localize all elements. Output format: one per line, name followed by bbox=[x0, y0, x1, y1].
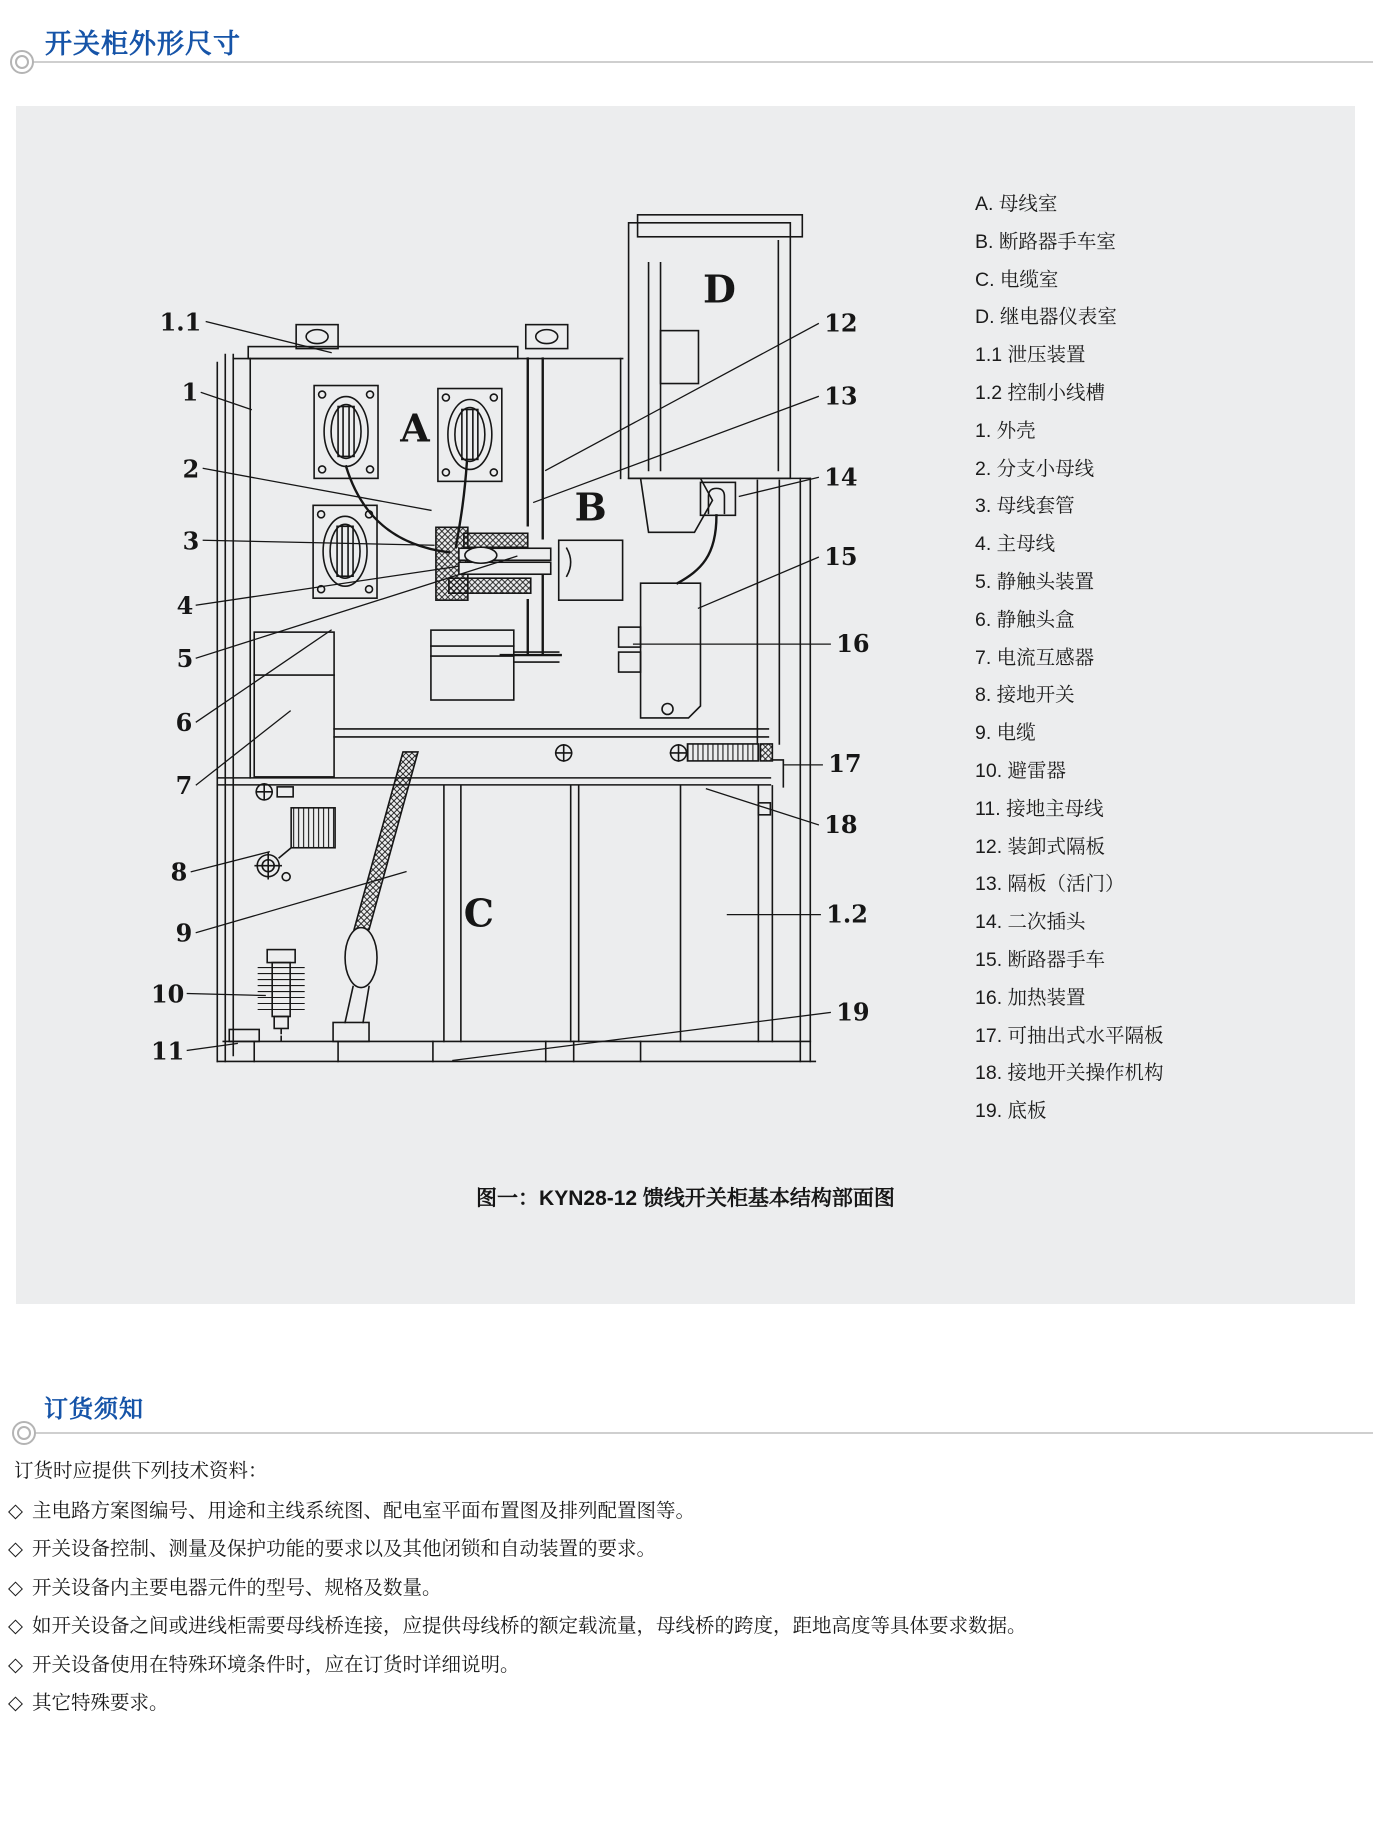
ordering-item bbox=[8, 1530, 1027, 1568]
diamond-bullet-icon: ◇ bbox=[8, 1615, 23, 1638]
legend-item: 11. 接地主母线 bbox=[975, 797, 1104, 820]
legend-item: 6. 静触头盒 bbox=[975, 608, 1075, 631]
ordering-item bbox=[8, 1607, 1027, 1645]
ordering-item bbox=[8, 1646, 1027, 1684]
legend-item: B. 断路器手车室 bbox=[975, 230, 1116, 253]
section-divider bbox=[28, 61, 1373, 63]
callout-label: 15 bbox=[824, 543, 858, 572]
callout-label: 18 bbox=[824, 810, 858, 839]
ordering-list bbox=[8, 1492, 1027, 1722]
diamond-bullet-icon: ◇ bbox=[8, 1692, 23, 1715]
current-transformer-box bbox=[254, 632, 334, 777]
legend-item: 18. 接地开关操作机构 bbox=[975, 1062, 1164, 1085]
ordering-item bbox=[8, 1684, 1027, 1722]
legend-item: 19. 底板 bbox=[975, 1100, 1047, 1123]
legend-item: 7. 电流互感器 bbox=[975, 646, 1095, 669]
ordering-intro: 订货时应提供下列技术资料： bbox=[14, 1460, 268, 1482]
ordering-item-text: 开关设备内主要电器元件的型号、规格及数量。 bbox=[32, 1576, 442, 1599]
legend-item: 16. 加热装置 bbox=[975, 986, 1086, 1009]
ordering-item-text: 主电路方案图编号、用途和主线系统图、配电室平面布置图及排列配置图等。 bbox=[32, 1500, 696, 1522]
ordering-item-text: 开关设备使用在特殊环境条件时，应在订货时详细说明。 bbox=[32, 1653, 520, 1676]
legend-item: 9. 电缆 bbox=[975, 722, 1036, 745]
legend-item: 14. 二次插头 bbox=[975, 911, 1086, 934]
compartment-letter-d: D bbox=[702, 266, 736, 312]
callout-label: 3 bbox=[182, 527, 200, 556]
legend-item: 12. 装卸式隔板 bbox=[975, 835, 1106, 858]
figure-panel bbox=[16, 106, 1355, 1304]
callout-label: 7 bbox=[175, 771, 193, 800]
callout-labels-right bbox=[824, 310, 869, 1027]
diamond-bullet-icon: ◇ bbox=[8, 1500, 23, 1522]
legend-item: 17. 可抽出式水平隔板 bbox=[975, 1024, 1164, 1047]
legend-item: 3. 母线套管 bbox=[975, 495, 1075, 518]
horizontal-partition bbox=[217, 760, 783, 800]
callout-labels-left bbox=[151, 309, 201, 1066]
callout-label: 8 bbox=[170, 858, 188, 887]
callout-label: 1 bbox=[181, 378, 199, 407]
section-ring-icon bbox=[10, 50, 34, 74]
ordering-item-text: 如开关设备之间或进线柜需要母线桥连接，应提供母线桥的额定载流量，母线桥的跨度，距地高度等具体要求数据。 bbox=[32, 1615, 1027, 1638]
relay-instrument-box bbox=[629, 215, 811, 479]
legend-item: D. 继电器仪表室 bbox=[975, 306, 1117, 329]
legend-item: 1.1 泄压装置 bbox=[975, 344, 1086, 367]
breaker-truck-assembly bbox=[334, 482, 772, 761]
callout-label: 16 bbox=[836, 630, 870, 659]
section-divider bbox=[30, 1432, 1373, 1434]
callout-label: 14 bbox=[824, 463, 858, 492]
legend-item: A. 母线室 bbox=[975, 193, 1058, 215]
callout-label: 17 bbox=[828, 749, 862, 778]
diamond-bullet-icon: ◇ bbox=[8, 1576, 23, 1599]
legend-item: 1.2 控制小线槽 bbox=[975, 381, 1106, 404]
callout-label: 6 bbox=[175, 708, 193, 737]
ordering-item bbox=[8, 1569, 1027, 1607]
figure-legend bbox=[975, 186, 1164, 1131]
legend-item: 8. 接地开关 bbox=[975, 684, 1075, 707]
diamond-bullet-icon: ◇ bbox=[8, 1653, 23, 1676]
compartment-letter-b: B bbox=[574, 484, 607, 530]
lifting-lug bbox=[526, 325, 568, 349]
legend-item: 1. 外壳 bbox=[975, 419, 1036, 442]
ordering-item-text: 其它特殊要求。 bbox=[32, 1692, 169, 1715]
branch-busbar bbox=[346, 466, 449, 552]
callout-label: 1.1 bbox=[159, 308, 202, 337]
legend-item: 13. 隔板（活门） bbox=[975, 873, 1125, 896]
callout-label: 19 bbox=[836, 998, 870, 1027]
surge-arrester bbox=[258, 950, 304, 1044]
legend-item: 15. 断路器手车 bbox=[975, 948, 1106, 971]
ordering-item bbox=[8, 1492, 1027, 1530]
callout-label: 2 bbox=[182, 455, 200, 484]
cabinet-shell bbox=[217, 325, 815, 1062]
figure-caption: 图一：KYN28-12 馈线开关柜基本结构部面图 bbox=[476, 1187, 895, 1210]
callout-label: 9 bbox=[175, 919, 193, 948]
legend-item: 5. 静触头装置 bbox=[975, 570, 1095, 593]
callout-label: 1.2 bbox=[826, 900, 868, 929]
cable-assembly bbox=[333, 752, 418, 1042]
legend-item: 4. 主母线 bbox=[975, 533, 1056, 556]
legend-item: 10. 避雷器 bbox=[975, 759, 1067, 782]
section-title-ordering: 订货须知 bbox=[44, 1396, 144, 1423]
callout-label: 5 bbox=[176, 645, 194, 674]
legend-item: 2. 分支小母线 bbox=[975, 457, 1095, 480]
earthing-switch bbox=[255, 808, 335, 881]
ordering-item-text: 开关设备控制、测量及保护功能的要求以及其他闭锁和自动装置的要求。 bbox=[32, 1538, 657, 1561]
callout-label: 13 bbox=[824, 382, 858, 411]
callout-label: 4 bbox=[176, 592, 194, 621]
section-title-dimensions: 开关柜外形尺寸 bbox=[45, 29, 241, 59]
compartment-letter-a: A bbox=[400, 405, 430, 451]
diamond-bullet-icon: ◇ bbox=[8, 1538, 23, 1561]
section-ring-icon bbox=[12, 1421, 36, 1445]
compartment-letter-c: C bbox=[463, 890, 494, 936]
compartment-letters bbox=[399, 267, 736, 936]
callout-label: 11 bbox=[150, 1037, 185, 1066]
callout-label: 12 bbox=[824, 309, 858, 338]
legend-item: C. 电缆室 bbox=[975, 268, 1059, 291]
heater-element bbox=[619, 652, 641, 672]
callout-label: 10 bbox=[150, 980, 185, 1009]
